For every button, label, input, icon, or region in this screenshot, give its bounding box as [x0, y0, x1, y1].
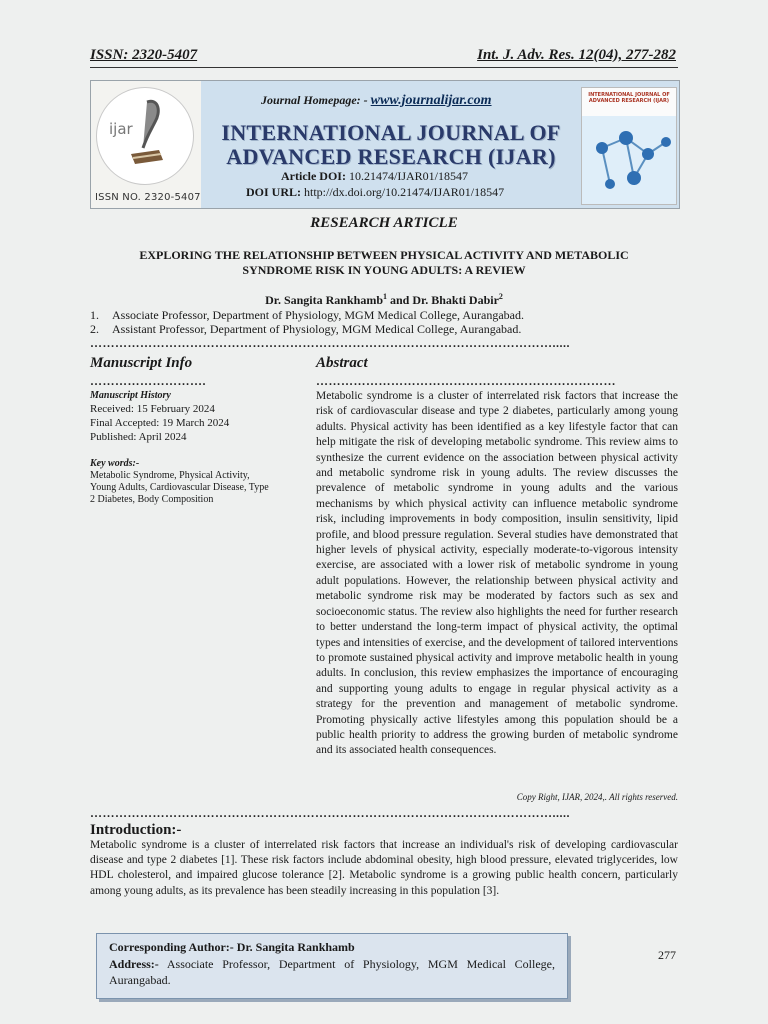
abstract-dots: ………………………………………………………………	[316, 374, 616, 388]
molecule-icon	[582, 88, 676, 204]
dotted-separator: ………………………………………………………………………………………………….....	[90, 336, 570, 350]
doi-value: 10.21474/IJAR01/18547	[348, 169, 468, 183]
journal-cover-image	[581, 87, 677, 205]
affiliation-number: 1.	[90, 308, 99, 322]
manuscript-info-heading: Manuscript Info	[90, 355, 193, 371]
address-label: Address:-	[109, 957, 159, 971]
author-1: Dr. Sangita Rankhamb	[265, 293, 383, 307]
affiliation-2	[90, 322, 521, 337]
doi-label: Article DOI:	[281, 169, 346, 183]
abstract-heading: Abstract	[316, 355, 368, 371]
logo-panel	[91, 81, 201, 208]
affiliation-1	[90, 308, 524, 323]
issn-header: ISSN: 2320-5407	[90, 47, 198, 63]
manuscript-dots: ……………………….	[90, 374, 206, 388]
journal-banner	[90, 80, 680, 209]
corresponding-author: Corresponding Author:- Dr. Sangita Rankhamb	[109, 940, 355, 954]
doi-url-link[interactable]: http://dx.doi.org/10.21474/IJAR01/18547	[304, 185, 505, 199]
introduction-text: Metabolic syndrome is a cluster of interrelated risk factors that increase an individual's risk of developing cardiovascular disease and type 2 diabetes [1]. These risk factors include abdominal obesity, high blood pressure, elevated triglycerides, low HDL cholesterol, and impaired glucose tolerance [2]. Metabolic syndrome is a growing public health concern, particularly among young adults, as its prevalence has been steadily increasing in this population [3].	[90, 839, 678, 897]
issn-number: ISSN NO. 2320-5407	[95, 192, 201, 203]
affiliation-text: Assistant Professor, Department of Physiology, MGM Medical College, Aurangabad.	[112, 322, 522, 336]
doi-url-label: DOI URL:	[246, 185, 302, 199]
author-2-sup: 2	[498, 292, 503, 301]
author-2: and Dr. Bhakti Dabir	[387, 293, 499, 307]
doi-url	[246, 185, 504, 200]
dotted-separator-2: ………………………………………………………………………………………………….....	[90, 806, 570, 820]
article-doi	[281, 169, 468, 184]
journal-homepage	[261, 93, 492, 109]
corresponding-author-box	[96, 933, 568, 999]
citation-header: Int. J. Adv. Res. 12(04), 277-282	[477, 47, 676, 63]
header-rule	[90, 67, 678, 68]
article-title	[110, 248, 658, 278]
published-date: Published: April 2024	[90, 431, 187, 443]
article-title-line2: SYNDROME RISK IN YOUNG ADULTS: A REVIEW	[242, 263, 526, 277]
accepted-date: Final Accepted: 19 March 2024	[90, 417, 230, 429]
keywords: Metabolic Syndrome, Physical Activity, Young Adults, Cardiovascular Disease, Type 2 Diabetes, Body Composition	[90, 470, 269, 505]
authors	[0, 292, 768, 308]
address-text: Associate Professor, Department of Physiology, MGM Medical College, Aurangabad.	[109, 957, 555, 987]
journal-title-line1: INTERNATIONAL JOURNAL OF	[221, 120, 561, 145]
affiliation-text: Associate Professor, Department of Physiology, MGM Medical College, Aurangabad.	[112, 308, 524, 322]
copyright: Copy Right, IJAR, 2024,. All rights reserved.	[516, 792, 678, 802]
article-title-line1: EXPLORING THE RELATIONSHIP BETWEEN PHYSICAL ACTIVITY AND METABOLIC	[139, 248, 629, 262]
received-date: Received: 15 February 2024	[90, 403, 215, 415]
page-number: 277	[658, 948, 676, 962]
homepage-label: Journal Homepage: -	[261, 93, 368, 107]
abstract-text: Metabolic syndrome is a cluster of interrelated risk factors that increase the risk of cardiovascular disease and type 2 diabetes, particularly among young adults. Physical activity has been identified as a key lifestyle factor that can help mitigate the risk of developing metabolic syndrome. This review aims to synthesize the current evidence on the association between physical activity and metabolic syndrome risk in young adults. The review discusses the prevalence of metabolic syndrome in young adults and the various mechanisms by which physical activity can influence metabolic syndrome risk, including improvements in body composition, insulin sensitivity, lipid profile, and blood pressure regulation. Several studies have demonstrated that higher levels of physical activity, especially moderate-to-vigorous intensity exercise, are associated with a lower risk of metabolic syndrome in young adult populations. However, the relationship between physical activity and metabolic syndrome risk may be moderated by factors such as sex and socioeconomic status. The review also highlights the need for further research to better understand the long-term impact of physical activity, the optimal types and intensities of exercise, and the development of tailored interventions to promote sustained physical activity and improve metabolic health in young adults. In conclusion, this review emphasizes the importance of encouraging and supporting young adults to engage in regular physical activity as a strategy for the prevention and management of metabolic syndrome. Promoting physically active lifestyles among this population should be a public health priority to address the growing burden of metabolic syndrome and its associated health consequences.	[316, 390, 678, 757]
homepage-link[interactable]: www.journalijar.com	[370, 93, 492, 108]
keywords-title: Key words:-	[90, 458, 140, 469]
article-type: RESEARCH ARTICLE	[310, 215, 458, 231]
corresponding-address	[109, 956, 555, 988]
journal-title-line2: ADVANCED RESEARCH (IJAR)	[226, 144, 556, 169]
journal-title	[206, 121, 576, 169]
affiliation-number: 2.	[90, 322, 99, 336]
author-1-sup: 1	[383, 292, 387, 301]
introduction-heading: Introduction:-	[90, 822, 182, 838]
manuscript-history-title: Manuscript History	[90, 390, 171, 401]
logo-text: ijar	[109, 120, 133, 138]
cover-title: INTERNATIONAL JOURNAL OF ADVANCED RESEARCH (IJAR)	[588, 92, 670, 104]
